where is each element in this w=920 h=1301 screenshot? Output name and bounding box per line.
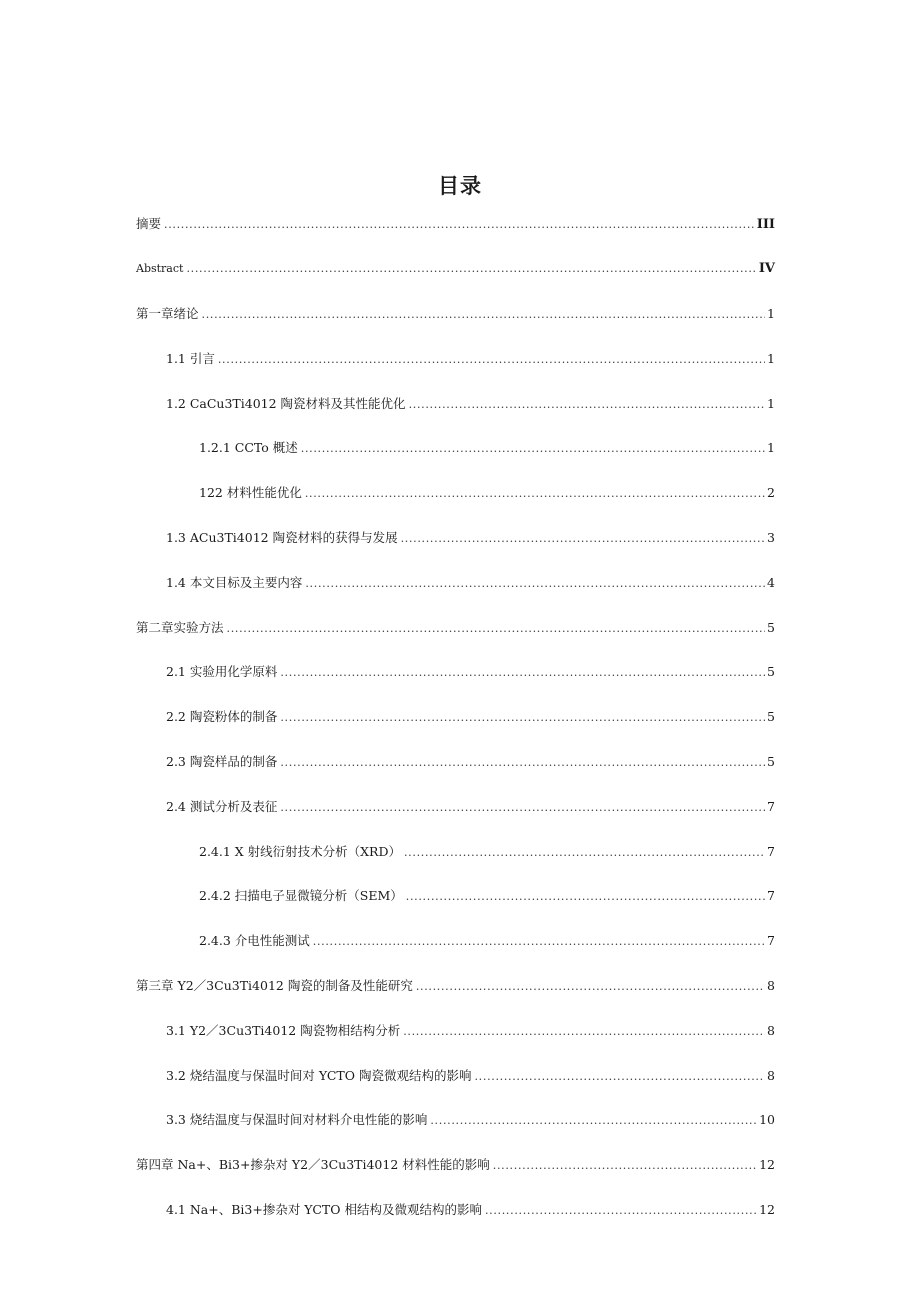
dot-leader xyxy=(280,752,765,774)
toc-entry-label: 1.3 ACu3Ti4012 陶瓷材料的获得与发展 xyxy=(166,530,398,545)
toc-entry-1-4[interactable] xyxy=(166,572,775,594)
toc-entry-label: 2.4.1 X 射线衍射技术分析（XRD） xyxy=(199,844,401,859)
toc-entry-page: 1 xyxy=(767,396,775,411)
toc-entry-2-4-3[interactable] xyxy=(199,930,775,952)
toc-entry-1-2-1[interactable] xyxy=(199,437,775,459)
toc-entry-label: 3.1 Y2／3Cu3Ti4012 陶瓷物相结构分析 xyxy=(166,1023,401,1038)
toc-entry-page: 7 xyxy=(767,933,775,948)
dot-leader xyxy=(313,931,765,953)
dot-leader xyxy=(186,258,756,280)
dot-leader xyxy=(280,797,765,819)
toc-entry-label: 122 材料性能优化 xyxy=(199,485,302,500)
dot-leader xyxy=(404,842,765,864)
toc-entry-page: 12 xyxy=(759,1157,775,1172)
toc-entry-page: 5 xyxy=(767,664,775,679)
toc-entry-abstract-cn[interactable] xyxy=(136,213,775,235)
toc-entry-chapter-2[interactable] xyxy=(136,617,775,639)
toc-entry-page: III xyxy=(756,217,775,232)
toc-entry-label: 第二章实验方法 xyxy=(136,620,224,635)
toc-entry-page: 3 xyxy=(767,530,775,545)
toc-entry-label: 4.1 Na+、Bi3+掺杂对 YCTO 相结构及微观结构的影响 xyxy=(166,1202,482,1217)
toc-entry-2-2[interactable] xyxy=(166,706,775,728)
dot-leader xyxy=(406,886,765,908)
toc-entry-label: 3.2 烧结温度与保温时间对 YCTO 陶瓷微观结构的影响 xyxy=(166,1068,472,1083)
toc-title: 目录 xyxy=(438,174,482,198)
toc-entry-label: 1.1 引言 xyxy=(166,351,215,366)
toc-entry-2-4[interactable] xyxy=(166,796,775,818)
dot-leader xyxy=(430,1110,757,1132)
toc-entry-chapter-1[interactable] xyxy=(136,303,775,325)
toc-entry-2-1[interactable] xyxy=(166,661,775,683)
toc-entry-1-1[interactable] xyxy=(166,348,775,370)
toc-entry-page: 5 xyxy=(767,709,775,724)
toc-entry-page: 7 xyxy=(767,888,775,903)
dot-leader xyxy=(280,662,765,684)
toc-entry-3-2[interactable] xyxy=(166,1065,775,1087)
dot-leader xyxy=(485,1200,757,1222)
toc-entry-label: 1.4 本文目标及主要内容 xyxy=(166,575,303,590)
toc-entry-page: 7 xyxy=(767,844,775,859)
dot-leader xyxy=(218,349,765,371)
toc-entry-4-1[interactable] xyxy=(166,1199,775,1221)
toc-entry-label: 第四章 Na+、Bi3+掺杂对 Y2／3Cu3Ti4012 材料性能的影响 xyxy=(136,1157,490,1172)
toc-entry-page: 5 xyxy=(767,754,775,769)
toc-entry-chapter-4[interactable] xyxy=(136,1154,775,1176)
toc-entry-page: 8 xyxy=(767,1023,775,1038)
dot-leader xyxy=(416,976,765,998)
dot-leader xyxy=(474,1066,765,1088)
toc-entry-page: IV xyxy=(758,261,775,276)
toc-entry-1-3[interactable] xyxy=(166,527,775,549)
toc-entry-label: 2.3 陶瓷样品的制备 xyxy=(166,754,278,769)
toc-entry-label: 2.2 陶瓷粉体的制备 xyxy=(166,709,278,724)
toc-entry-page: 8 xyxy=(767,1068,775,1083)
dot-leader xyxy=(403,1021,765,1043)
dot-leader xyxy=(301,438,765,460)
toc-entry-page: 1 xyxy=(767,306,775,321)
dot-leader xyxy=(305,573,765,595)
dot-leader xyxy=(305,483,765,505)
toc-entry-label: 1.2.1 CCTo 概述 xyxy=(199,440,298,455)
toc-entry-3-1[interactable] xyxy=(166,1020,775,1042)
dot-leader xyxy=(401,528,765,550)
toc-entry-1-2-2[interactable] xyxy=(199,482,775,504)
toc-entry-label: 摘要 xyxy=(136,216,162,231)
dot-leader xyxy=(227,618,766,640)
toc-entry-1-2[interactable] xyxy=(166,393,775,415)
toc-entry-2-3[interactable] xyxy=(166,751,775,773)
toc-entry-label: 第三章 Y2／3Cu3Ti4012 陶瓷的制备及性能研究 xyxy=(136,978,413,993)
toc-entry-page: 5 xyxy=(767,620,775,635)
toc-entry-label: 3.3 烧结温度与保温时间对材料介电性能的影响 xyxy=(166,1112,428,1127)
toc-entry-abstract-en[interactable] xyxy=(136,258,775,280)
toc-entry-2-4-1[interactable] xyxy=(199,841,775,863)
toc-entry-label: 第一章绪论 xyxy=(136,306,199,321)
toc-entry-label: 1.2 CaCu3Ti4012 陶瓷材料及其性能优化 xyxy=(166,396,406,411)
toc-entry-page: 10 xyxy=(759,1112,775,1127)
toc-entry-3-3[interactable] xyxy=(166,1109,775,1131)
dot-leader xyxy=(280,707,765,729)
toc-entry-label: 2.4 测试分析及表征 xyxy=(166,799,278,814)
toc-entry-page: 1 xyxy=(767,351,775,366)
toc-entry-page: 12 xyxy=(759,1202,775,1217)
toc-entry-page: 2 xyxy=(767,485,775,500)
dot-leader xyxy=(202,304,766,326)
toc-entry-label: 2.1 实验用化学原料 xyxy=(166,664,278,679)
toc-entry-label: 2.4.2 扫描电子显微镜分析（SEM） xyxy=(199,888,403,903)
toc-entry-chapter-3[interactable] xyxy=(136,975,775,997)
toc-entry-page: 1 xyxy=(767,440,775,455)
toc-entry-2-4-2[interactable] xyxy=(199,885,775,907)
dot-leader xyxy=(409,394,765,416)
toc-entry-label: Abstract xyxy=(136,262,184,275)
dot-leader xyxy=(164,214,755,236)
toc-entry-page: 8 xyxy=(767,978,775,993)
toc-entry-page: 7 xyxy=(767,799,775,814)
toc-entry-page: 4 xyxy=(767,575,775,590)
dot-leader xyxy=(493,1155,757,1177)
toc-entry-label: 2.4.3 介电性能测试 xyxy=(199,933,310,948)
